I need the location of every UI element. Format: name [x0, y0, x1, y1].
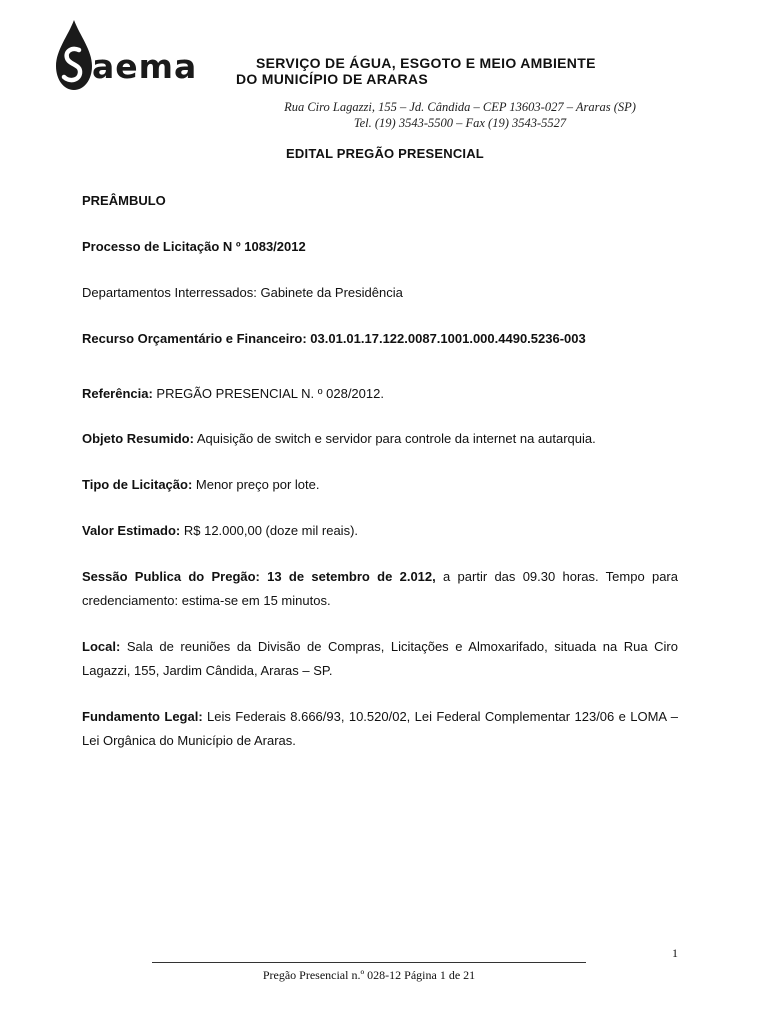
- tipo-label: Tipo de Licitação:: [82, 477, 193, 492]
- objeto-label: Objeto Resumido:: [82, 431, 194, 446]
- local-label: Local:: [82, 639, 121, 654]
- recurso-text: Recurso Orçamentário e Financeiro: 03.01.01.17.122.0087.1001.000.4490.5236-003: [82, 331, 586, 346]
- valor-label: Valor Estimado:: [82, 523, 181, 538]
- organization-address: [240, 99, 680, 131]
- fundamento-value: Leis Federais 8.666/93, 10.520/02, Lei Federal Complementar 123/06 e LOMA – Lei Orgânica do Município de Araras.: [82, 709, 678, 748]
- objeto-line: [82, 427, 678, 451]
- preambulo-text: PREÂMBULO: [82, 193, 166, 208]
- objeto-value: Aquisição de switch e servidor para controle da internet na autarquia.: [193, 431, 596, 446]
- fundamento-label: Fundamento Legal:: [82, 709, 203, 724]
- address-line: Rua Ciro Lagazzi, 155 – Jd. Cândida – CEP 13603-027 – Araras (SP): [284, 100, 636, 114]
- referencia-label: Referência:: [82, 386, 153, 401]
- departamentos-line: Departamentos Interressados: Gabinete da Presidência: [82, 285, 403, 300]
- logo-wordmark: aema: [92, 47, 198, 86]
- org-title-line2: DO MUNICÍPIO DE ARARAS: [236, 71, 428, 87]
- org-title-line1: SERVIÇO DE ÁGUA, ESGOTO E MEIO AMBIENTE: [256, 55, 596, 71]
- sessao-value: a partir das 09.30 horas. Tempo para credenciamento: estima-se em 15 minutos.: [82, 569, 678, 608]
- valor-line: [82, 519, 678, 543]
- tipo-line: [82, 473, 678, 497]
- valor-value: R$ 12.000,00 (doze mil reais).: [180, 523, 359, 538]
- footer-divider: [152, 962, 586, 963]
- processo-text: Processo de Licitação N º 1083/2012: [82, 239, 306, 254]
- saema-logo: [52, 18, 204, 94]
- preambulo-heading: [82, 189, 678, 213]
- referencia-value: PREGÃO PRESENCIAL N. º 028/2012.: [152, 386, 384, 401]
- recurso-line: [82, 327, 678, 351]
- phone-line: Tel. (19) 3543-5500 – Fax (19) 3543-5527: [353, 116, 567, 130]
- local-paragraph: [82, 635, 678, 683]
- document-title: EDITAL PREGÃO PRESENCIAL: [286, 146, 484, 161]
- page-number: 1: [672, 946, 678, 960]
- referencia-line: [82, 382, 678, 406]
- footer-text: Pregão Presencial n.º 028-12 Página 1 de 21: [262, 968, 476, 982]
- organization-title: [236, 55, 666, 87]
- tipo-value: Menor preço por lote.: [192, 477, 320, 492]
- water-drop-s-icon: [52, 18, 96, 92]
- local-value: Sala de reuniões da Divisão de Compras, Licitações e Almoxarifado, situada na Rua Ciro Lagazzi, 155, Jardim Cândida, Araras – SP.: [82, 639, 678, 678]
- fundamento-paragraph: [82, 705, 678, 753]
- sessao-label: Sessão Publica do Pregão: 13 de setembro de 2.012,: [82, 569, 436, 584]
- sessao-paragraph: [82, 565, 678, 613]
- processo-line: [82, 235, 678, 259]
